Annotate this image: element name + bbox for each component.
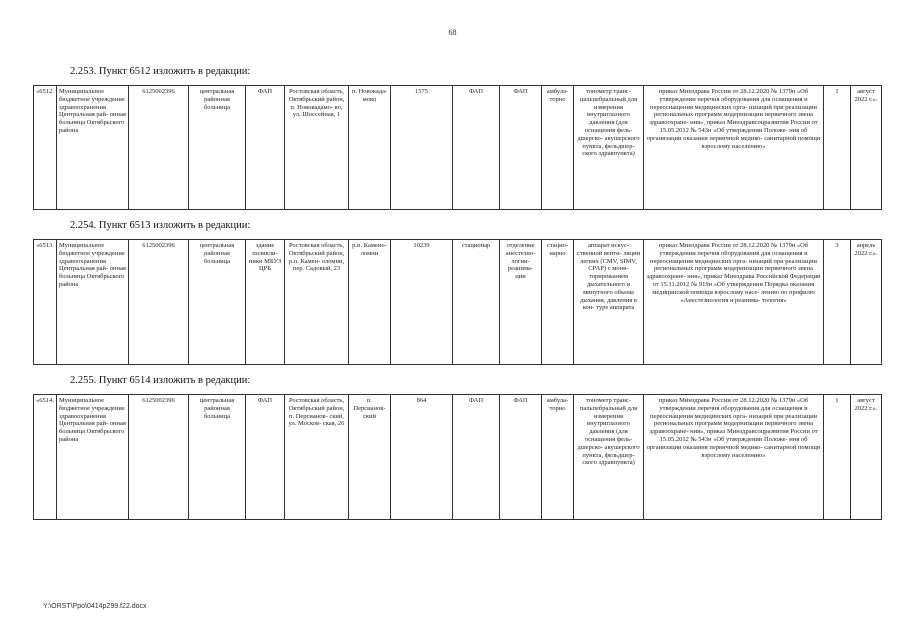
cell-date: август 2022 г.». <box>851 395 882 520</box>
cell-regulation: приказ Минздрава России от 28.12.2020 № 1379н «Об утверждении перечня оборудования для оснащения и переоснащения медицинских орга- низаций при реализации региональных программ модернизации первичного звена здравоохране- ния», приказ Минздравсоцразвития России от 15.05.2012 № 543н «Об утверждении Положе- ния об организации оказания первичной медико- санитарной помощи взрослому населению» <box>644 86 824 210</box>
cell-address: Ростовская область, Октябрьский район, п. Персианов- ский, ул. Москов- ская, 26 <box>285 395 349 520</box>
cell-address: Ростовская область, Октябрьский район, п. Новокадамо- во, ул. Шоссейная, 1 <box>285 86 349 210</box>
cell-date: апрель 2022 г.». <box>851 240 882 365</box>
cell-quantity: 3 <box>824 240 851 365</box>
cell-population: 864 <box>391 395 453 520</box>
cell-equipment: аппарат искус- ственной венти- ляции легких (CMV, SIMV, CPAP) с мони- торированием дыхательного и минутного объема дыхания, давления в кон- туре аппарата <box>574 240 644 365</box>
table-row <box>34 86 882 210</box>
cell-address: Ростовская область, Октябрьский район, р.п. Камен- оломни, пер. Садовый, 23 <box>285 240 349 365</box>
cell-organization: Муниципальное бюджетное учреждение здравоохранения Центральная рай- онная больница Октябрьского района <box>57 86 129 210</box>
section-heading: 2.255. Пункт 6514 изложить в редакции: <box>70 375 251 386</box>
cell-org-type: центральная районная больница <box>189 395 246 520</box>
data-table <box>33 394 882 520</box>
file-path-footer: Y:\ORST\Ppo\0414p299.f22.docx <box>43 603 147 610</box>
cell-number: «6513. <box>34 240 57 365</box>
table-row <box>34 240 882 365</box>
cell-building: ФАП <box>246 86 285 210</box>
cell-equipment: тонометр транс- пальпебральный для измерения внутриглазного давления (для оснащения фель- дшерско- акушерского пункта, фельдшер- ского здравпункта) <box>574 395 644 520</box>
cell-date: август 2022 г.». <box>851 86 882 210</box>
cell-organization: Муниципальное бюджетное учреждение здравоохранения Центральная рай- онная больница Октябрьского района <box>57 240 129 365</box>
cell-building: ФАП <box>246 395 285 520</box>
cell-org-type: центральная районная больница <box>189 240 246 365</box>
cell-locality: п. Новокада- мово <box>349 86 391 210</box>
cell-unit-type: ФАП <box>453 86 500 210</box>
cell-org-type: центральная районная больница <box>189 86 246 210</box>
cell-care-form: амбула- торно <box>542 395 574 520</box>
cell-department: отделение анестезио- логии- реанима- ции <box>500 240 542 365</box>
cell-locality: р.п. Камено- ломни <box>349 240 391 365</box>
cell-unit-type: ФАП <box>453 395 500 520</box>
cell-population: 1575 <box>391 86 453 210</box>
cell-number: «6514. <box>34 395 57 520</box>
cell-regulation: приказ Минздрава России от 28.12.2020 № 1379н «Об утверждении перечня оборудования для оснащения и переоснащения медицинских орга- низаций при реализации региональных программ модернизации первичного звена здравоохране- ния», приказ Минздравсоцразвития России от 15.05.2012 № 543н «Об утверждении Положе- ния об организации оказания первичной медико- санитарной помощи взрослому населению» <box>644 395 824 520</box>
cell-locality: п. Персианов- ский <box>349 395 391 520</box>
cell-equipment: тонометр транс- пальпебральный для измерения внутриглазного давления (для оснащения фель- дшерско- акушерского пункта, фельдшер- ского здравпункта) <box>574 86 644 210</box>
cell-unit-type: стационар <box>453 240 500 365</box>
cell-care-form: амбула- торно <box>542 86 574 210</box>
cell-quantity: 1 <box>824 86 851 210</box>
cell-inn: 6125002396 <box>129 395 189 520</box>
cell-population: 10239 <box>391 240 453 365</box>
cell-inn: 6125002396 <box>129 240 189 365</box>
section-heading: 2.253. Пункт 6512 изложить в редакции: <box>70 66 251 77</box>
table-row <box>34 395 882 520</box>
cell-building: здание поликли- ники МБУЗ ЦРБ <box>246 240 285 365</box>
data-table <box>33 239 882 365</box>
cell-department: ФАП <box>500 86 542 210</box>
cell-number: «6512. <box>34 86 57 210</box>
cell-department: ФАП <box>500 395 542 520</box>
page-number: 68 <box>448 28 457 37</box>
data-table <box>33 85 882 210</box>
cell-quantity: 1 <box>824 395 851 520</box>
cell-organization: Муниципальное бюджетное учреждение здравоохранения Центральная рай- онная больница Октябрьского района <box>57 395 129 520</box>
section-heading: 2.254. Пункт 6513 изложить в редакции: <box>70 220 251 231</box>
cell-regulation: приказ Минздрава России от 28.12.2020 № 1379н «Об утверждении перечня оборудования для оснащения и переоснащения медицинских орга- низаций при реализации региональных программ модернизации первичного звена здравоохране- ния», приказ Минздрава Российской Федерации от 15.11.2012 № 919н «Об утверждении Порядка оказания медицинской помощи взрослому насе- лению по профилю «Анестезиология и реанима- тология» <box>644 240 824 365</box>
cell-care-form: стацио- нарно <box>542 240 574 365</box>
cell-inn: 6125002396 <box>129 86 189 210</box>
